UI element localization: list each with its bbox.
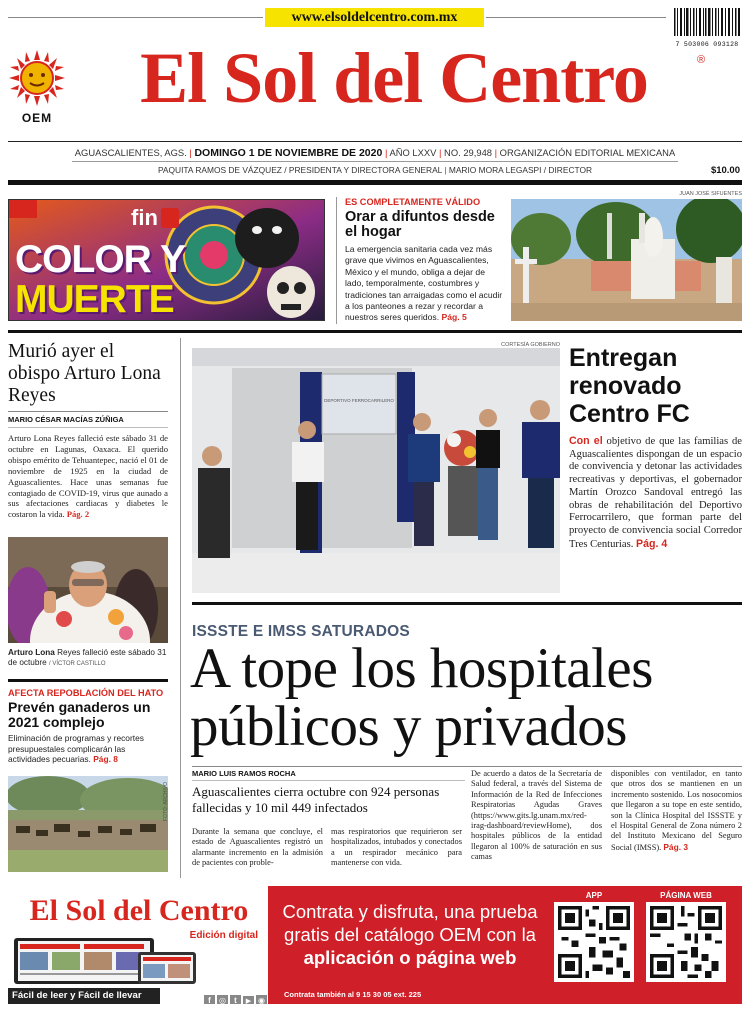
ceremony-image <box>192 348 560 593</box>
ad-social-icons <box>204 990 267 1002</box>
hospitales-col2: mas respiratorios que requirieron ser hospitalizados, intubados y conectados a un respirador mecánico para mantenerse con vida. <box>331 827 462 868</box>
ganaderos-headline[interactable]: Prevén ganaderos un 2021 complejo <box>8 699 151 730</box>
cemetery-image <box>511 199 742 321</box>
hospitales-col4-wrap <box>611 769 742 853</box>
ganaderos-body-wrap <box>8 733 168 765</box>
web-qr[interactable] <box>646 902 726 982</box>
centro-fc-lead: Con el <box>569 435 603 447</box>
oem-logo[interactable] <box>8 50 66 125</box>
hospitales-subhead: Aguascalientes cierra octubre con 924 personas fallecidas y 10 mil 449 infectados <box>192 784 440 815</box>
obispo-caption <box>8 648 168 670</box>
barcode-number: 7 503006 093128 <box>675 41 739 48</box>
fin-badge: fin <box>127 205 183 231</box>
centro-fc-photo <box>192 348 560 593</box>
dateline-year: AÑO LXXV <box>389 147 437 158</box>
qr-code-icon <box>558 906 630 978</box>
ad-devices <box>14 938 204 984</box>
twitter-icon[interactable]: t <box>230 995 241 1004</box>
cemetery-photo <box>511 199 742 321</box>
difuntos-body: La emergencia sanitaria cada vez más grave que vivimos en Aguascalientes, México y el mundo, obliga a dejar de lado, temporalmente, costumbres y tradiciones tan arraigadas como el acudir a los panteones a rezar y recordar a nuestros seres queridos. <box>345 244 503 323</box>
devices-icon <box>14 938 204 984</box>
ad-copy-line1: Contrata y disfruta, una prueba <box>282 901 538 922</box>
fin-line1: COLOR Y <box>15 238 185 281</box>
registered-mark: ® <box>697 54 706 66</box>
hospitales-headline[interactable] <box>190 637 742 758</box>
ad-edition: Edición digital <box>189 930 258 941</box>
cattle-photo <box>8 776 168 872</box>
youtube-icon[interactable]: ▶ <box>243 996 254 1004</box>
hospitales-col1: Durante la semana que concluye, el estado de Aguascalientes registró un alarmante incremento en la admisión de pacientes con proble- <box>192 827 323 868</box>
obispo-headline[interactable]: Murió ayer el obispo Arturo Lona Reyes <box>8 341 161 406</box>
obispo-caption-text: Reyes falleció este sábado 31 de octubre <box>8 648 167 668</box>
difuntos-page[interactable]: Pág. 5 <box>441 312 467 323</box>
app-qr[interactable] <box>554 902 634 982</box>
hospitales-headline-line2: públicos y privados <box>190 695 627 758</box>
staff-row: PAQUITA RAMOS DE VÁZQUEZ / PRESIDENTA Y DIRECTORA GENERAL | MARIO MORA LEGASPI / DIRECTOR $10.00 <box>157 165 740 176</box>
staff-director: MARIO MORA LEGASPI / DIRECTOR <box>448 165 593 175</box>
difuntos-photo-credit: JUAN JOSÉ SIFUENTES <box>679 191 742 197</box>
obispo-body: Arturo Lona Reyes falleció este sábado 31 de octubre en Lagunas, Oaxaca. El querido obispo emérito de Tehuantepec, nació el 01 de noviembre de 1925 en la ciudad de Aguascalientes. Hace unas semanas fue contagiado de COVID-19, virus que aunado a sus afectaciones cardiacas y diabetes le costaron la vida. <box>8 433 168 520</box>
staff-president: PAQUITA RAMOS DE VÁZQUEZ / PRESIDENTA Y DIRECTORA GENERAL <box>157 165 442 175</box>
cattle-photo-credit: FOTO: ARCHIVO <box>163 782 169 822</box>
difuntos-body-wrap <box>345 244 505 324</box>
ganaderos-page[interactable]: Pág. 8 <box>93 754 118 765</box>
qr-code-icon <box>650 906 722 978</box>
dateline-row: AGUASCALIENTES, AGS. | DOMINGO 1 DE NOVIEMBRE DE 2020 | AÑO LXXV | NO. 29,948 | ORGANIZACIÓN EDITORIAL MEXICANA <box>74 147 676 159</box>
instagram-icon[interactable]: ◎ <box>217 995 228 1004</box>
web-label: PÁGINA WEB <box>660 891 712 900</box>
hospitales-story[interactable] <box>192 766 742 878</box>
obispo-photo <box>8 537 168 643</box>
obispo-story[interactable] <box>8 341 168 520</box>
difuntos-headline[interactable]: Orar a difuntos desde el hogar <box>345 209 495 240</box>
obispo-caption-credit: / VÍCTOR CASTILLO <box>48 661 106 668</box>
ad-tagline: Fácil de leer y Fácil de llevar <box>8 988 160 1004</box>
ganaderos-body: Eliminación de programas y recortes presupuestales complicarán las actividades pecuarias. <box>8 733 144 765</box>
dateline-date: DOMINGO 1 DE NOVIEMBRE DE 2020 <box>194 147 383 159</box>
digital-edition-ad[interactable] <box>8 886 742 1004</box>
difuntos-story[interactable] <box>345 197 505 327</box>
hospitales-col4: disponibles con ventilador, en tanto que otros dos se mantienen en un incremento sostenido. Los nosocomios que llegaron a su tope en este sentido, son la Clínica Hospital del ISSSTE y el Hospital General de Zona número 2 del Instituto Mexicano del Seguro Social (IMSS). <box>611 769 742 852</box>
price: $10.00 <box>710 165 740 176</box>
centro-fc-body: objetivo de que las familias de Aguascalientes dispongan de un espacio de convivencia y detonar las actividades recreativas y deportivas, el gobernador Martín Orozco Sandoval entregó las obras de rehabilitación del Deportivo Ferrocarrilero, que forman parte del proyecto de convivencia social Corredor Tres Centurias. <box>569 436 743 550</box>
centro-fc-story[interactable] <box>569 344 742 551</box>
ad-copy-line3: aplicación o página web <box>303 947 517 968</box>
ganaderos-story[interactable] <box>8 688 168 765</box>
fin-line2: MUERTE <box>15 278 174 321</box>
oem-brand: OEM <box>21 111 53 125</box>
dateline-org: ORGANIZACIÓN EDITORIAL MEXICANA <box>499 147 676 158</box>
hospitales-headline-line1: A tope los hospitales <box>190 637 653 700</box>
hospitales-col3: De acuerdo a datos de la Secretaría de Salud federal, a través del Sistema de Información de la Red de Infecciones Respiratorias Agudas Graves (https://www.gits.lg.unam.mx/red-irag-dashboard/reviewHome), dos hospitales públicos de la entidad llegaron al 100% de saturación en sus camas <box>471 769 602 862</box>
ad-copy-line2: gratis del catálogo OEM con la <box>284 924 536 945</box>
difuntos-kicker: ES COMPLETAMENTE VÁLIDO <box>345 197 481 207</box>
obispo-caption-name: Arturo Lona <box>8 648 55 657</box>
dateline-place: AGUASCALIENTES, AGS. <box>74 147 187 158</box>
dateline-number: NO. 29,948 <box>444 147 492 158</box>
bishop-image <box>8 537 168 643</box>
ad-title: El Sol del Centro <box>29 894 249 927</box>
obispo-page[interactable]: Pág. 2 <box>66 509 90 520</box>
web-icon[interactable]: ◉ <box>256 995 267 1004</box>
centro-fc-photo-credit: CORTESÍA GOBIERNO <box>501 342 560 348</box>
app-label: APP <box>585 891 603 900</box>
obispo-byline: MARIO CÉSAR MACÍAS ZÚÑIGA <box>8 415 124 424</box>
plaque-text: DEPORTIVO FERROCARRILERO <box>324 398 394 403</box>
hospitales-byline: MARIO LUIS RAMOS ROCHA <box>192 769 296 778</box>
sun-icon <box>8 50 66 106</box>
facebook-icon[interactable]: f <box>204 995 215 1004</box>
centro-fc-page[interactable]: Pág. 4 <box>636 537 668 550</box>
obispo-body-wrap <box>8 433 168 520</box>
fin-promo[interactable] <box>8 199 325 321</box>
newspaper-title[interactable] <box>84 30 704 126</box>
ad-copy <box>270 900 550 970</box>
hospitales-page[interactable]: Pág. 3 <box>663 841 689 852</box>
cattle-image <box>8 776 168 872</box>
ad-contact: Contrata también al 9 15 30 05 ext. 225 <box>284 990 422 999</box>
masthead-title: El Sol del Centro <box>140 38 648 118</box>
ganaderos-kicker: AFECTA REPOBLACIÓN DEL HATO <box>8 688 164 698</box>
centro-fc-headline[interactable]: Entregan renovado Centro FC <box>569 344 690 428</box>
centro-fc-body-wrap <box>569 435 742 551</box>
url-banner[interactable] <box>265 8 484 27</box>
hospitales-kicker: ISSSTE E IMSS SATURADOS <box>192 623 410 640</box>
site-url[interactable]: www.elsoldelcentro.com.mx <box>291 10 458 25</box>
